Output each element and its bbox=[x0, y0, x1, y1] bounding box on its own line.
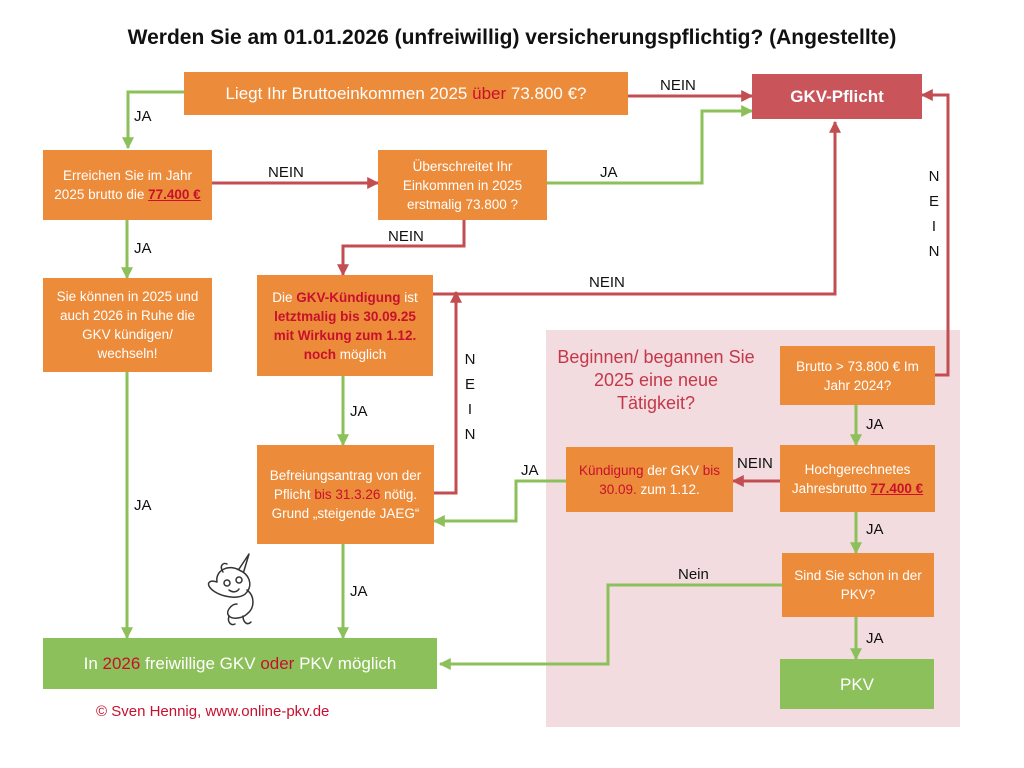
arrow-befreiung-nein bbox=[434, 292, 456, 493]
arrow-first-ja bbox=[547, 111, 752, 183]
node-befreiung-text: Befreiungsantrag von der Pflicht bis 31.3.26 nötig. Grund „steigende JAEG“ bbox=[269, 468, 422, 521]
label-ja-reach: JA bbox=[134, 240, 152, 257]
question-income-2025 bbox=[184, 72, 628, 115]
question-reach-77400 bbox=[43, 150, 212, 220]
label-ja-income: JA bbox=[134, 108, 152, 125]
question-income-2025-text: Liegt Ihr Bruttoeinkommen 2025 über 73.800 €? bbox=[225, 84, 587, 103]
arrow-pkvq-nein bbox=[440, 585, 782, 664]
node-kuendigung-text: Die GKV-Kündigung ist letztmalig bis 30.09.25 mit Wirkung zum 1.12. noch möglich bbox=[272, 289, 418, 362]
label-nein-hoch: NEIN bbox=[737, 455, 773, 472]
result-freiwillig-gkv-oder-pkv bbox=[43, 638, 437, 689]
result-main-text: In 2026 freiwillige GKV oder PKV möglich bbox=[83, 654, 397, 673]
label-ja-first: JA bbox=[600, 164, 618, 181]
page-title: Werden Sie am 01.01.2026 (unfreiwillig) versicherungspflichtig? (Angestellte) bbox=[127, 26, 897, 49]
label-ja-pkvq: JA bbox=[866, 630, 884, 647]
question-hoch-text: Hochgerechnetes Jahresbrutto 77.400 € bbox=[791, 461, 924, 496]
unicorn-mascot-icon bbox=[203, 550, 263, 630]
label-ja-befreiung: JA bbox=[350, 583, 368, 600]
label-ja-cancel: JA bbox=[134, 497, 152, 514]
label-ja-kuend2: JA bbox=[521, 462, 539, 479]
label-nein-income: NEIN bbox=[660, 77, 696, 94]
node-befreiungsantrag bbox=[257, 445, 434, 544]
label-ja-kuend: JA bbox=[350, 403, 368, 420]
question-reach-text: Erreichen Sie im Jahr 2025 brutto die 77.400 € bbox=[54, 168, 201, 202]
label-ja-2024: JA bbox=[866, 416, 884, 433]
node-gkv-kuendigung-deadline bbox=[257, 275, 433, 376]
gkv-pflicht-box: GKV-Pflicht bbox=[752, 74, 922, 119]
node-kuendigung-gkv-2 bbox=[566, 447, 733, 512]
label-nein-kuend: NEIN bbox=[589, 274, 625, 291]
label-nein-vertical-mid: NEIN bbox=[464, 351, 476, 443]
question-already-pkv: Sind Sie schon in der PKV? bbox=[782, 553, 934, 617]
arrow-kuend2-ja bbox=[434, 481, 566, 521]
result-pkv: PKV bbox=[780, 659, 934, 709]
question-first-time-exceed: Überschreitet Ihr Einkommen in 2025 erstmalig 73.800 ? bbox=[378, 150, 547, 220]
copyright-footer: © Sven Hennig, www.online-pkv.de bbox=[96, 703, 330, 720]
label-nein-reach: NEIN bbox=[268, 164, 304, 181]
question-hochgerechnet bbox=[780, 445, 935, 512]
result-can-cancel-gkv: Sie können in 2025 und auch 2026 in Ruhe die GKV kündigen/ wechseln! bbox=[43, 278, 212, 372]
region-title: Beginnen/ begannen Sie 2025 eine neue Tätigkeit? bbox=[557, 347, 755, 413]
label-nein-vertical-right: NEIN bbox=[928, 168, 940, 260]
node-kuend2-text: Kündigung der GKV bis 30.09. zum 1.12. bbox=[578, 462, 721, 497]
label-ja-hoch: JA bbox=[866, 521, 884, 538]
question-brutto-2024: Brutto > 73.800 € Im Jahr 2024? bbox=[780, 346, 935, 405]
label-nein-first: NEIN bbox=[388, 228, 424, 245]
label-nein-pkvq: Nein bbox=[678, 566, 709, 583]
